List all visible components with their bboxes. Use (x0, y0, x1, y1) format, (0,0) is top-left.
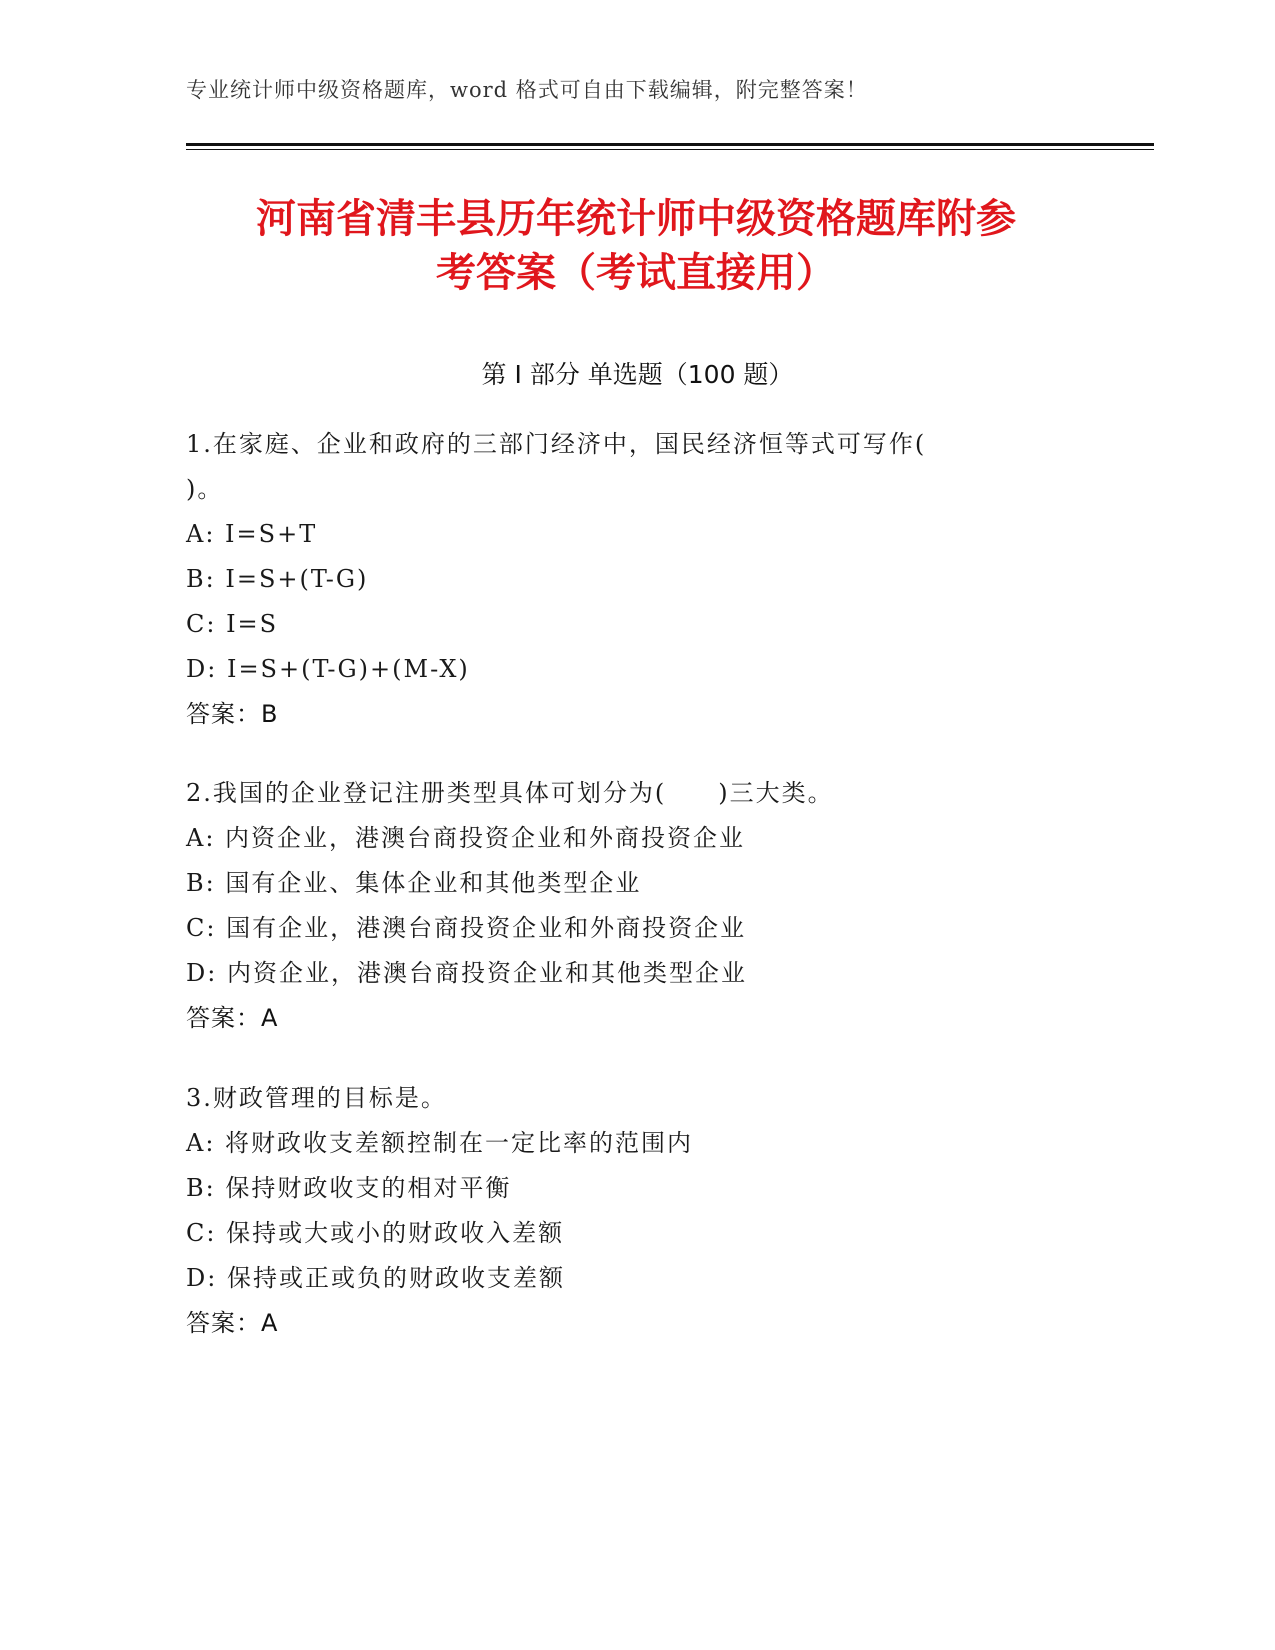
question-stem-line-1: 1.在家庭、企业和政府的三部门经济中，国民经济恒等式可写作( (186, 430, 927, 458)
answer: 答案：A (186, 1309, 279, 1337)
document-title (186, 192, 1086, 300)
option-a: A: I=S+T (186, 520, 318, 548)
header-divider (186, 143, 1154, 146)
option-a: A: 内资企业，港澳台商投资企业和外商投资企业 (186, 824, 746, 852)
option-b: B: 国有企业、集体企业和其他类型企业 (186, 869, 642, 897)
option-c: C: I=S (186, 610, 279, 638)
section-title: 第 I 部分 单选题（100 题） (481, 360, 794, 389)
question-2 (186, 771, 1046, 1041)
option-b: B: I=S+(T-G) (186, 565, 369, 593)
answer: 答案：A (186, 1004, 279, 1032)
question-stem-line-2: )。 (186, 475, 224, 503)
question-stem: 2.我国的企业登记注册类型具体可划分为( )三大类。 (186, 779, 834, 807)
option-a: A: 将财政收支差额控制在一定比率的范围内 (186, 1129, 694, 1157)
header-divider-thin (186, 149, 1154, 150)
option-d: D: 保持或正或负的财政收支差额 (186, 1264, 565, 1292)
header-note: 专业统计师中级资格题库，word 格式可自由下载编辑，附完整答案！ (186, 78, 868, 102)
option-d: D: 内资企业，港澳台商投资企业和其他类型企业 (186, 959, 747, 987)
question-3 (186, 1076, 1046, 1346)
question-stem: 3.财政管理的目标是。 (186, 1084, 447, 1112)
question-stem (186, 422, 1046, 512)
option-c: C: 国有企业，港澳台商投资企业和外商投资企业 (186, 914, 747, 942)
option-c: C: 保持或大或小的财政收入差额 (186, 1219, 565, 1247)
document-title-line-2: 考答案（考试直接用） (436, 250, 836, 296)
question-1 (186, 422, 1046, 737)
option-b: B: 保持财政收支的相对平衡 (186, 1174, 512, 1202)
option-d: D: I=S+(T-G)+(M-X) (186, 655, 470, 683)
document-title-line-1: 河南省清丰县历年统计师中级资格题库附参 (256, 196, 1016, 242)
answer: 答案：B (186, 700, 279, 728)
